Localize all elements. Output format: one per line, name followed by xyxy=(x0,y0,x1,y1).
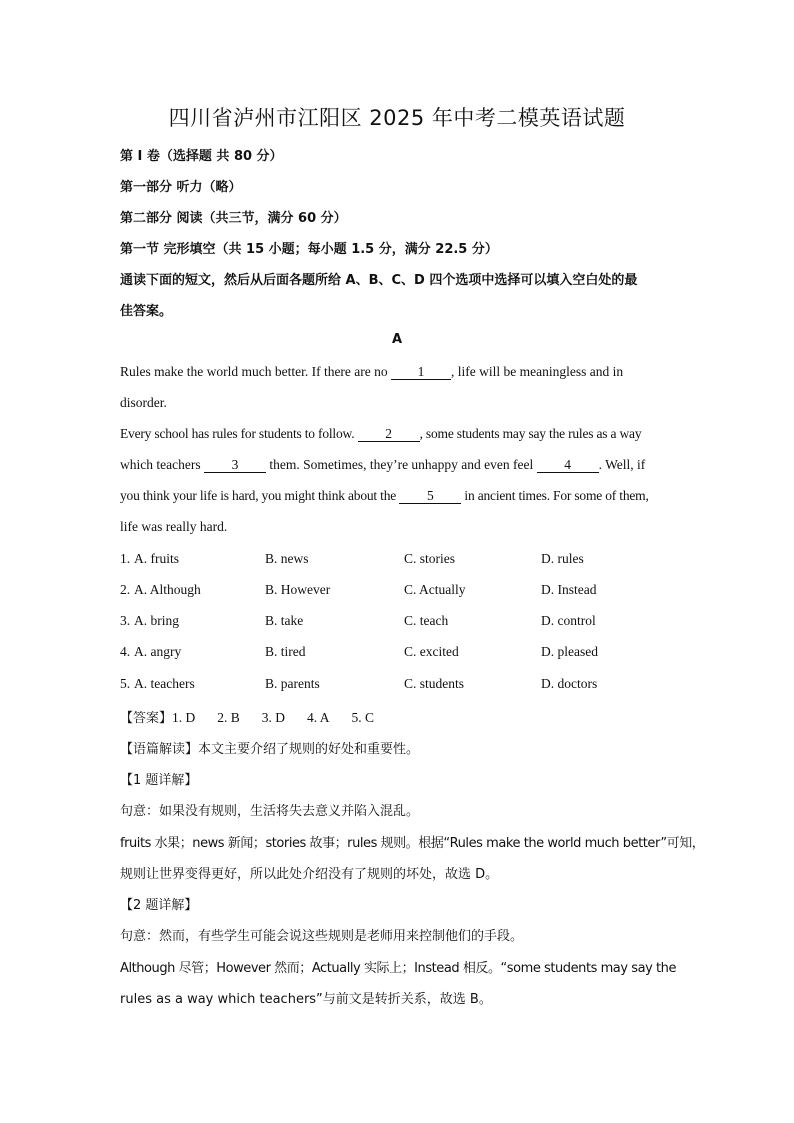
section-header-listening: 第一部分 听力（略） xyxy=(120,180,242,195)
q1-explanation-line-1: fruits 水果；news 新闻；stories 故事；rules 规则。根据“Rules make the world much better”可知， xyxy=(120,836,705,851)
option-b: B. take xyxy=(265,613,304,628)
document-title: 四川省泸州市江阳区 2025 年中考二模英语试题 xyxy=(168,106,626,130)
answer-item: 1. D xyxy=(172,710,196,725)
question-number: 2. xyxy=(120,582,131,597)
option-d: D. Instead xyxy=(541,582,597,597)
blank-4: 4 xyxy=(537,458,599,473)
passage-line-6: life was really hard. xyxy=(120,519,228,534)
option-a: A. fruits xyxy=(134,551,179,566)
option-b: B. parents xyxy=(265,676,320,691)
passage-line-1 xyxy=(120,364,676,380)
option-d: D. doctors xyxy=(541,676,598,691)
instruction-line-2: 佳答案。 xyxy=(120,304,173,319)
passage-text: Rules make the world much better. If there are no xyxy=(120,364,388,379)
option-a: A. bring xyxy=(134,613,179,628)
section-header-cloze: 第一节 完形填空（共 15 小题；每小题 1.5 分，满分 22.5 分） xyxy=(120,242,498,257)
option-b: B. However xyxy=(265,582,331,597)
blank-5: 5 xyxy=(399,489,461,504)
option-b: B. news xyxy=(265,551,309,566)
passage-text: . Well, if xyxy=(598,457,646,472)
section-header-volume: 第 I 卷（选择题 共 80 分） xyxy=(120,149,283,164)
q1-meaning: 句意：如果没有规则，生活将失去意义并陷入混乱。 xyxy=(120,804,420,819)
passage-line-3 xyxy=(120,426,676,442)
q2-explanation-line-2: rules as a way which teachers”与前文是转折关系，故选 B。 xyxy=(120,992,492,1007)
option-b: B. tired xyxy=(265,644,306,659)
option-c: C. teach xyxy=(404,613,449,628)
passage-text: you think your life is hard, you might think about the xyxy=(120,488,397,503)
answer-item: 2. B xyxy=(217,710,240,725)
q2-explanation-line-1: Although 尽管；However 然而；Actually 实际上；Instead 相反。“some students may say the xyxy=(120,961,677,976)
blank-1: 1 xyxy=(391,365,451,380)
passage-text: which teachers xyxy=(120,457,201,472)
answer-item: 4. A xyxy=(307,710,330,725)
analysis-label: 【语篇解读】 xyxy=(120,742,199,757)
passage-text: , life will be meaningless and in xyxy=(451,364,624,379)
answer-item: 3. D xyxy=(261,710,286,725)
passage-line-5 xyxy=(120,488,676,504)
passage-line-2: disorder. xyxy=(120,395,167,410)
passage-line-4 xyxy=(120,457,676,473)
analysis-line xyxy=(120,738,676,757)
option-a: A. teachers xyxy=(134,676,195,691)
blank-3: 3 xyxy=(204,458,266,473)
option-d: D. control xyxy=(541,613,596,628)
passage-label: A xyxy=(391,332,403,347)
option-c: C. students xyxy=(404,676,465,691)
q2-detail-label: 【2 题详解】 xyxy=(120,898,198,913)
question-number: 3. xyxy=(120,613,131,628)
question-number: 4. xyxy=(120,644,131,659)
answer-label: 【答案】 xyxy=(120,711,173,726)
q2-meaning: 句意：然而，有些学生可能会说这些规则是老师用来控制他们的手段。 xyxy=(120,929,524,944)
option-d: D. pleased xyxy=(541,644,598,659)
question-number: 5. xyxy=(120,676,131,691)
answer-line xyxy=(120,707,676,726)
q1-detail-label: 【1 题详解】 xyxy=(120,773,198,788)
q1-explanation-line-2: 规则让世界变得更好，所以此处介绍没有了规则的坏处，故选 D。 xyxy=(120,867,499,882)
passage-text: in ancient times. For some of them, xyxy=(464,488,649,503)
option-a: A. Although xyxy=(134,582,201,597)
section-header-reading: 第二部分 阅读（共三节，满分 60 分） xyxy=(120,211,347,226)
option-a: A. angry xyxy=(134,644,182,659)
passage-text: Every school has rules for students to follow. xyxy=(120,426,355,441)
option-c: C. excited xyxy=(404,644,459,659)
blank-2: 2 xyxy=(358,427,420,442)
option-d: D. rules xyxy=(541,551,584,566)
answer-item: 5. C xyxy=(351,710,375,725)
question-number: 1. xyxy=(120,551,131,566)
option-c: C. stories xyxy=(404,551,456,566)
analysis-text: 本文主要介绍了规则的好处和重要性。 xyxy=(198,742,420,757)
passage-text: , some students may say the rules as a way xyxy=(419,426,642,441)
option-c: C. Actually xyxy=(404,582,466,597)
instruction-line-1: 通读下面的短文，然后从后面各题所给 A、B、C、D 四个选项中选择可以填入空白处的最 xyxy=(120,273,638,288)
passage-text: them. Sometimes, they’re unhappy and even feel xyxy=(269,457,534,472)
